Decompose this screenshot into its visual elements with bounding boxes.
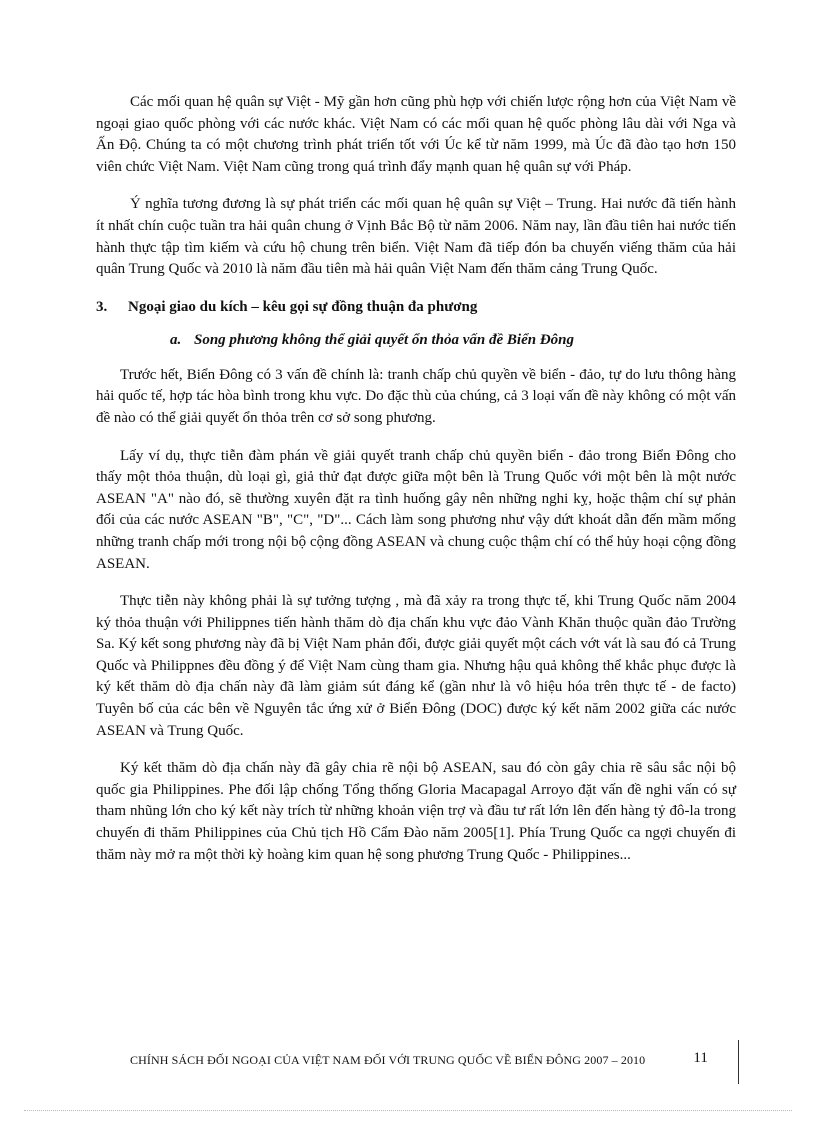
subsection-heading <box>170 330 736 351</box>
section-heading <box>96 297 736 318</box>
footer-divider <box>738 1040 739 1084</box>
paragraph-us-relations: Các mối quan hệ quân sự Việt - Mỹ gần hơn cũng phù hợp với chiến lược rộng hơn của Việt Nam về ngoại giao quốc phòng với các nước khác. Việt Nam có các mối quan hệ quốc phòng lâu dài với Nga và Ấn Độ. Chúng ta có một chương trình phát triển tốt với Úc kể từ năm 1999, mà Úc đã đào tạo hơn 150 viên chức Việt Nam. Việt Nam cũng trong quá trình đẩy mạnh quan hệ quân sự với Pháp. <box>96 94 736 175</box>
subsection-letter: a. <box>170 331 182 348</box>
section-title: Ngoại giao du kích – kêu gọi sự đồng thuận đa phương <box>128 298 478 315</box>
paragraph-china-relations: Ý nghĩa tương đương là sự phát triển các mối quan hệ quân sự Việt – Trung. Hai nước đã tiến hành ít nhất chín cuộc tuần tra hải quân chung ở Vịnh Bắc Bộ từ năm 2006. Năm nay, lần đầu tiên hai nước tiến hành thực tập tìm kiếm và cứu hộ chung trên biển. Việt Nam đã tiếp đón ba chuyến viếng thăm của hải quân Trung Quốc và 2010 là năm đầu tiên mà hải quân Việt Nam đến thăm cảng Trung Quốc. <box>96 196 736 278</box>
paragraph-example: Lấy ví dụ, thực tiễn đàm phán về giải quyết tranh chấp chủ quyền biển - đảo trong Biển Đông cho thấy một thỏa thuận, dù loại gì, giả thử đạt được giữa một bên là Trung Quốc với một bên là một nước ASEAN "A" nào đó, sẽ thường xuyên đặt ra tình huống gây nên những nghi kỵ, hoặc thậm chí sự phản đối của các nước ASEAN "B", "C", "D"... Cách làm song phương như vậy dứt khoát dẫn đến mầm mống những tranh chấp mới trong nội bộ cộng đồng ASEAN và chung cuộc thậm chí có thể hủy hoại cộng đồng ASEAN. <box>96 447 736 572</box>
paragraph-division: Ký kết thăm dò địa chấn này đã gây chia rẽ nội bộ ASEAN, sau đó còn gây chia rẽ sâu sắc nội bộ quốc gia Philippines. Phe đối lập chống Tổng thống Gloria Macapagal Arroyo đặt vấn đề nghi vấn có sự tham nhũng lớn cho ký kết này trích từ những khoản viện trợ và đầu tư rất lớn lên đến hàng tỷ đô-la trong chuyến đi thăm Philippines của Chủ tịch Hồ Cẩm Đào năm 2005[1]. Phía Trung Quốc ca ngợi chuyến đi thăm này mở ra một thời kỳ hoàng kim quan hệ song phương Trung Quốc - Philippines... <box>96 760 736 863</box>
page-number: 11 <box>693 1050 708 1066</box>
page-content <box>96 92 736 882</box>
paragraph-reality: Thực tiễn này không phải là sự tưởng tượng , mà đã xảy ra trong thực tế, khi Trung Quốc năm 2004 ký thỏa thuận với Philippnes tiến hành thăm dò địa chấn khu vực đảo Vành Khăn thuộc quần đảo Trường Sa. Ký kết song phương này đã bị Việt Nam phản đối, được giải quyết một cách vớt vát là sau đó cả Trung Quốc và Philippnes đều đồng ý để Việt Nam cùng tham gia. Nhưng hậu quả không thể khắc phục được là ký kết thăm dò địa chấn này đã làm giảm sút đáng kể (gần như là vô hiệu hóa trên thực tế - de facto) Tuyên bố của các bên về Nguyên tắc ứng xử ở Biển Đông (DOC) được ký kết năm 2002 giữa các nước ASEAN và Trung Quốc. <box>96 593 736 739</box>
paragraph-three-issues: Trước hết, Biển Đông có 3 vấn đề chính là: tranh chấp chủ quyền về biển - đảo, tự do lưu thông hàng hải quốc tế, hợp tác hòa bình trong khu vực. Do đặc thù của chúng, cả 3 loại vấn đề này không có một vấn đề nào có thể giải quyết ổn thỏa trên cơ sở song phương. <box>96 366 736 426</box>
section-number: 3. <box>96 298 108 315</box>
page-bottom-dotted-line <box>24 1110 792 1111</box>
subsection-title: Song phương không thể giải quyết ổn thỏa vấn đề Biển Đông <box>194 331 575 348</box>
footer-title: CHÍNH SÁCH ĐỐI NGOẠI CỦA VIỆT NAM ĐỐI VỚI TRUNG QUỐC VỀ BIỂN ĐÔNG 2007 – 2010 <box>130 1053 646 1067</box>
page-footer <box>130 1050 740 1068</box>
